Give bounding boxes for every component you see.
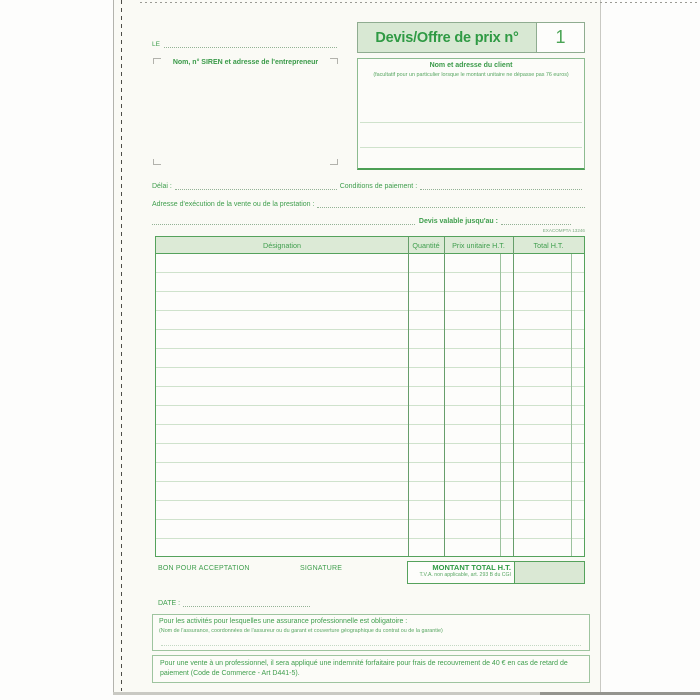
client-address-box: [357, 58, 585, 170]
date-write-line: [183, 606, 310, 607]
date-field: [158, 599, 310, 608]
late-payment-note: Pour une vente à un professionnel, il sera appliqué une indemnité forfaitaire pour frais de recouvrement de 40 € en cas de retard de paiement (Code de Commerce - Art D441-5).: [160, 660, 568, 677]
table-row: [156, 368, 584, 387]
column-header-designation: Désignation: [263, 241, 301, 250]
adresse-write-line: [317, 207, 585, 208]
corner-mark-bottom-right: [330, 159, 338, 165]
assurance-note-box: [152, 614, 590, 651]
form-title-box: [357, 22, 585, 53]
assurance-note-detail: (Nom de l'assurance, coordonnées de l'assureur ou du garant et couverture géographique du contrat ou de la garantie): [159, 628, 443, 634]
valable-write-line: [501, 224, 571, 225]
le-date-field: [152, 40, 337, 49]
items-table: [155, 236, 585, 557]
client-write-line: [360, 122, 582, 123]
table-body: [156, 254, 584, 556]
cents-divider: [571, 254, 572, 556]
devis-valable-row: [152, 217, 571, 226]
form-number-cell: [536, 23, 584, 52]
assurance-write-line: [161, 645, 581, 646]
montant-total-value-cell: [514, 562, 584, 583]
tva-note: T.V.A. non applicable, art. 293 B du CGI: [419, 572, 511, 578]
form-title: Devis/Offre de prix n°: [375, 29, 519, 46]
montant-total-label: MONTANT TOTAL H.T.: [432, 563, 511, 572]
adresse-execution-row: [152, 200, 585, 209]
table-row: [156, 311, 584, 330]
table-header-row: [156, 237, 584, 254]
table-row: [156, 273, 584, 292]
column-divider: [444, 237, 445, 556]
table-row: [156, 425, 584, 444]
conditions-label: Conditions de paiement :: [339, 183, 418, 190]
table-row: [156, 387, 584, 406]
column-header-quantite: Quantité: [412, 241, 440, 250]
column-divider: [513, 237, 514, 556]
table-row: [156, 444, 584, 463]
signature-label: SIGNATURE: [300, 565, 343, 572]
client-box-title: Nom et adresse du client: [429, 62, 513, 69]
adresse-write-line-2: [152, 224, 415, 225]
bon-pour-acceptation-label: BON POUR ACCEPTATION: [158, 565, 250, 572]
column-divider: [408, 237, 409, 556]
adresse-label: Adresse d'exécution de la vente ou de la prestation :: [152, 201, 315, 208]
table-row: [156, 539, 584, 556]
late-payment-note-box: [152, 655, 590, 683]
cents-divider: [500, 254, 501, 556]
pad-bottom-edge-shadow: [540, 692, 700, 695]
montant-total-box: [407, 561, 585, 584]
column-header-total: Total H.T.: [533, 241, 564, 250]
client-write-line: [360, 147, 582, 148]
table-row: [156, 406, 584, 425]
form-number: 1: [555, 27, 566, 47]
table-row: [156, 501, 584, 520]
delai-label: Délai :: [152, 183, 172, 190]
corner-mark-bottom-left: [153, 159, 161, 165]
table-row: [156, 482, 584, 501]
assurance-note-title: Pour les activités pour lesquelles une assurance professionnelle est obligatoire :: [159, 618, 408, 625]
manufacturer-reference: EXACOMPTA 13246: [542, 228, 585, 233]
table-row: [156, 520, 584, 539]
client-box-subtitle: (facultatif pour un particulier lorsque le montant unitaire ne dépasse pas 76 euros): [373, 72, 569, 78]
form-title-cell: [358, 23, 536, 52]
entrepreneur-address-label: Nom, n° SIREN et adresse de l'entrepreneur: [172, 59, 319, 66]
table-row: [156, 330, 584, 349]
table-row: [156, 463, 584, 482]
delai-write-line: [175, 189, 337, 190]
delai-conditions-row: [152, 182, 585, 191]
table-row: [156, 349, 584, 368]
perforation-line-vertical: [121, 0, 122, 691]
le-label: LE: [152, 41, 160, 48]
column-header-prix-unitaire: Prix unitaire H.T.: [452, 241, 505, 250]
le-write-line: [164, 47, 337, 48]
table-row: [156, 292, 584, 311]
montant-total-labels: [408, 562, 514, 583]
date-label: DATE :: [158, 600, 181, 607]
valable-label: Devis valable jusqu'au :: [418, 218, 498, 225]
table-row: [156, 254, 584, 273]
conditions-write-line: [420, 189, 582, 190]
perforation-line-top: [140, 2, 698, 3]
